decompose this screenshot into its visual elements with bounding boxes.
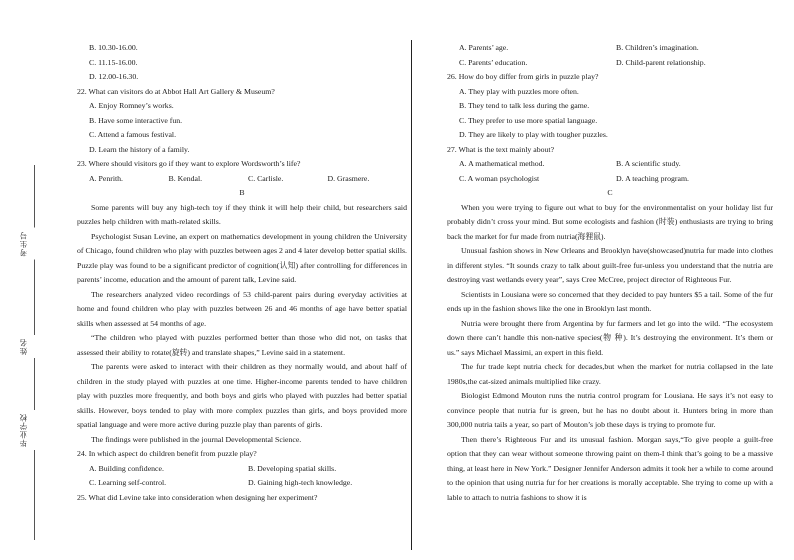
option: C. They prefer to use more spatial language.	[459, 115, 598, 125]
option: B. A scientific study.	[616, 159, 681, 168]
passage-paragraph: Scientists in Lousiana were so concerned that they decided to pay hunters $5 a tail. Some of the fur ends up in the fashion shows like the one in Brooklyn last month.	[447, 289, 773, 313]
option: D. A teaching program.	[616, 173, 689, 183]
passage-paragraph: Unusual fashion shows in New Orleans and Brooklyn have(showcased)nutria fur made into clothes in different styles. “It sounds crazy to talk about guilt-free fur-unless you understand that the nutria are destroying vast wetlands every year”, says Cree McCree, project director of Righteous Fur.	[447, 246, 773, 284]
option: B. Developing spatial skills.	[248, 463, 337, 473]
option: A. Penrith.	[89, 173, 124, 183]
option: D. They are likely to play with tougher puzzles.	[459, 130, 608, 139]
option: C. Attend a famous festival.	[89, 130, 177, 139]
option: A. They play with puzzles more often.	[459, 86, 579, 96]
option: D. Gaining high-tech knowledge.	[248, 478, 353, 487]
passage-paragraph: When you were trying to figure out what to buy for the environmentalist on your holiday list fur probably didn’t cross your mind. But some ecologists and fashion (时装) enthusiasts are trying to bring back the market for fur made from nutria(海狸鼠).	[447, 202, 773, 241]
option: B. 10.30-16.00.	[89, 43, 138, 52]
passage-paragraph: Psychologist Susan Levine, an expert on mathematics development in young children the University of Chicago, found children who play with puzzles between ages 2 and 4 later develop better spatial skills. Puzzle play was found to be a significant predictor of cognition(认知) after controlling for differences in parents’ income, education and the amount of parent talk, Levine said.	[77, 231, 407, 284]
passage-paragraph: The parents were asked to interact with their children as they normally would, and about half of children in the study played with puzzles at one time. Higher-income parents tended to have children play with puzzles more frequently, and both boys and girls who played with puzzles had better spatial skills. However, boys tended to play with more complex puzzles than girls, and boys provided more spatial language and were more active during puzzle play than parents of girls.	[77, 362, 407, 429]
option: D. Child-parent relationship.	[616, 57, 706, 67]
option: C. Learning self-control.	[89, 478, 167, 487]
options-row	[77, 172, 407, 187]
options-row	[447, 56, 773, 71]
option: B. Children’s imagination.	[616, 43, 699, 52]
options-row	[447, 157, 773, 172]
passage-paragraph: Then there’s Righteous Fur and its unusual fashion. Morgan says,“To give people a guilt-free option that they can wear without someone throwing paint on them-I think that’s going to be a massive thing, at least here in New York.” Designer Jennifer Anderson admits it took her a while to come around to the opinion that using nutria fur for her creations is morally acceptable. She trying to come up with a lable to attach to nutria fashions to show it is	[447, 434, 773, 502]
right-column	[447, 41, 773, 505]
question-22: 22. What can visitors do at Abbot Hall Art Gallery & Museum?	[77, 86, 275, 96]
passage-paragraph: The fur trade kept nutria check for decades,but when the market for nutria collapsed in the late 1980s,the cat-sized animals multiplied like crazy.	[447, 362, 773, 386]
option: A. Parents’ age.	[459, 43, 509, 52]
passage-paragraph: Some parents will buy any high-tech toy if they think it will help their child, but researchers said puzzles help children with math-related skills.	[77, 202, 407, 226]
passage-paragraph: The researchers analyzed video recordings of 53 child-parent pairs during everyday activities at home and found children who play with puzzles between 26 and 46 months of age have better spatial skills when assessed at 54 months of age.	[77, 289, 407, 328]
passage-paragraph: “The children who played with puzzles performed better than those who did not, on tasks that assessed their ability to rotate(旋转) and translate shapes,” Levine said in a statement.	[77, 333, 407, 357]
section-heading-b: B	[239, 188, 245, 197]
option: C. Parents’ education.	[459, 57, 528, 67]
option: A. Building confidence.	[89, 463, 164, 473]
section-heading-c: C	[607, 188, 613, 197]
passage-paragraph: Nutria were brought there from Argentina by fur farmers and let go into the wild. “The ecosystem down there can’t handle this non-native species(物 种). It’s destroying the environment. It’s them or us.” says Michael Massimi, an expert in this field.	[447, 318, 773, 357]
left-column	[77, 41, 407, 505]
question-24: 24. In which aspect do children benefit from puzzle play?	[77, 449, 257, 458]
option: C. A woman psychologist	[459, 173, 540, 183]
passage-paragraph: The findings were published in the journal Developmental Science.	[91, 434, 302, 444]
question-23: 23. Where should visitors go if they want to explore Wordsworth’s life?	[77, 159, 301, 168]
option: C. 11.15-16.00.	[89, 57, 138, 67]
option: D. Learn the history of a family.	[89, 144, 190, 154]
options-row	[447, 172, 773, 187]
name-label: 姓名	[18, 335, 50, 358]
column-divider	[411, 40, 412, 550]
option: A. A mathematical method.	[459, 159, 545, 168]
binding-margin	[0, 0, 64, 560]
question-26: 26. How do boy differ from girls in puzzle play?	[447, 72, 599, 81]
options-row	[447, 41, 773, 56]
option: B. Kendal.	[168, 173, 203, 183]
passage-paragraph: Biologist Edmond Mouton runs the nutria control program for Lousiana. He says it’s not easy to convince people that nutria fur is green, but he has no doubt about it. Hunters bring in more than 300,000 nutria tails a year, so part of Mouton’s job these days is trying to promote fur.	[447, 391, 773, 429]
options-row	[77, 476, 407, 491]
options-row	[77, 462, 407, 477]
question-25: 25. What did Levine take into consideration when designing her experiment?	[77, 492, 318, 502]
option: D. 12.00-16.30.	[89, 72, 139, 81]
school-label: 毕业学校	[18, 410, 50, 450]
option: D. Grasmere.	[327, 173, 370, 183]
option: B. Have some interactive fun.	[89, 115, 183, 125]
option: C. Carlisle.	[248, 173, 284, 183]
exam-number-label: 考生号	[18, 228, 50, 260]
question-27: 27. What is the text mainly about?	[447, 144, 555, 154]
option: B. They tend to talk less during the game.	[459, 101, 590, 110]
option: A. Enjoy Romney’s works.	[89, 101, 174, 110]
